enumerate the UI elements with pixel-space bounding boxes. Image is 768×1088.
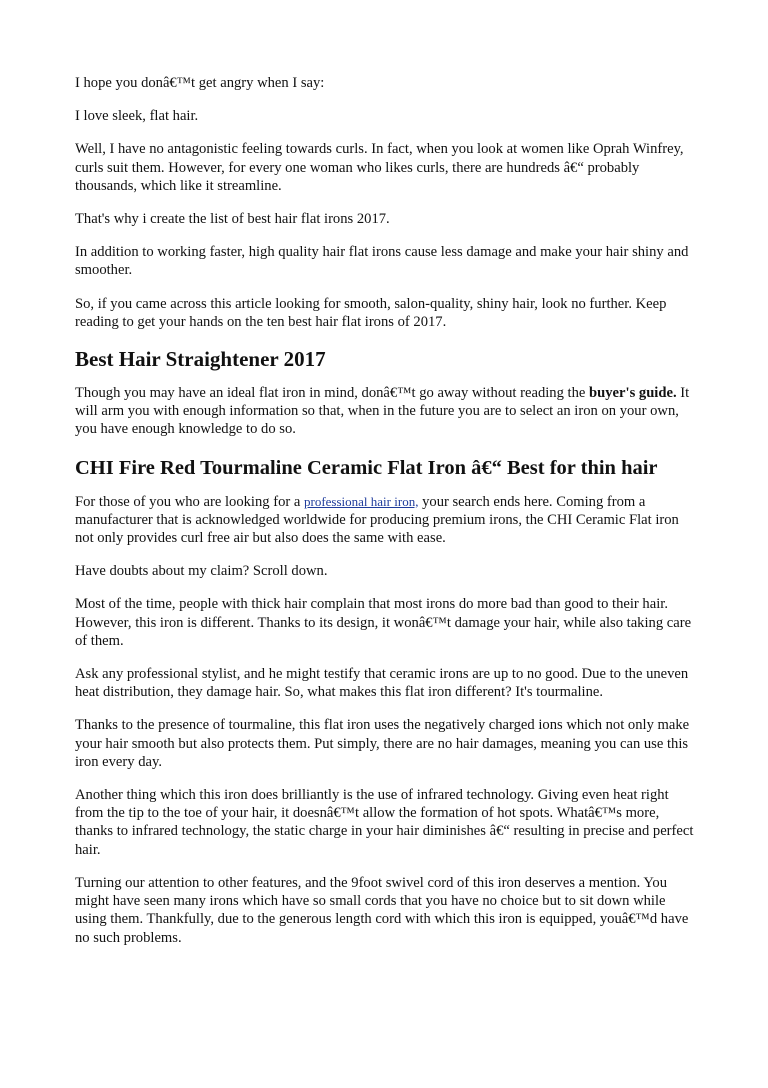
section-heading-chi-flat-iron: CHI Fire Red Tourmaline Ceramic Flat Iron â€“ Best for thin hair (75, 456, 658, 479)
section2-paragraph-3: Most of the time, people with thick hair complain that most irons do more bad than good to their hair. However, this iron is different. Thanks to its design, it wonâ€™t damage your hair, while also taking care of them. (75, 596, 692, 649)
intro-paragraph-6: So, if you came across this article looking for smooth, salon-quality, shiny hair, look no further. Keep reading to get your hands on the ten best hair flat irons of 2017. (75, 295, 667, 330)
section2-paragraph-7: Turning our attention to other features, and the 9foot swivel cord of this iron deserves a mention. You might have seen many irons which have so small cords that you have no choice but to sit down while using them. Thankfully, due to the generous length cord with which this iron is equipped, youâ€™d have no such problems. (75, 874, 689, 946)
section2-p1-text-after: your search ends here. Coming from a manufacturer that is acknowledged worldwide for producing premium irons, the CHI Ceramic Flat iron not only provides curl free air but also does the same with ease. (75, 493, 679, 547)
section-heading-best-hair-straightener: Best Hair Straightener 2017 (75, 347, 326, 372)
section2-paragraph-6: Another thing which this iron does brilliantly is the use of infrared technology. Giving even heat right from the tip to the toe of your hair, it doesnâ€™t allow the formation of hot spots. Whatâ€™s more, thanks to infrared technology, the static charge in your hair diminishes â€“ resulting in precise and perfect hair. (75, 787, 694, 858)
intro-paragraph-5: In addition to working faster, high quality hair flat irons cause less damage and make your hair shiny and smoother. (75, 244, 689, 279)
section2-paragraph-5: Thanks to the presence of tourmaline, this flat iron uses the negatively charged ions which not only make your hair smooth but also protects them. Put simply, there are no hair damages, meaning you can use this iron every day. (75, 717, 690, 770)
intro-paragraph-4: That's why i create the list of best hair flat irons 2017. (75, 211, 390, 228)
section1-p1-text-after: It will arm you with enough information so that, when in the future you are to select an iron on your own, you have enough knowledge to do so. (75, 385, 690, 438)
section2-paragraph-2: Have doubts about my claim? Scroll down. (75, 563, 328, 580)
professional-hair-iron-link[interactable]: professional hair iron, (304, 493, 419, 509)
section1-paragraph-1 (75, 384, 698, 439)
section1-p1-text-before: Though you may have an ideal flat iron in mind, donâ€™t go away without reading the (75, 385, 590, 402)
intro-paragraph-3: Well, I have no antagonistic feeling towards curls. In fact, when you look at women like Oprah Winfrey, curls suit them. However, for every one woman who likes curls, there are hundreds â€“ probably thousands, which like it streamline. (75, 141, 684, 194)
intro-paragraph-1: I hope you donâ€™t get angry when I say: (75, 75, 325, 91)
section2-p1-text-before: For those of you who are looking for a (75, 493, 304, 510)
section2-paragraph-4: Ask any professional stylist, and he might testify that ceramic irons are up to no good. Due to the uneven heat distribution, they damage hair. So, what makes this flat iron different? It's tourmaline. (75, 666, 689, 701)
intro-paragraph-2: I love sleek, flat hair. (75, 108, 199, 125)
section2-paragraph-1 (75, 493, 698, 548)
buyers-guide-bold: buyer's guide. (589, 385, 677, 402)
